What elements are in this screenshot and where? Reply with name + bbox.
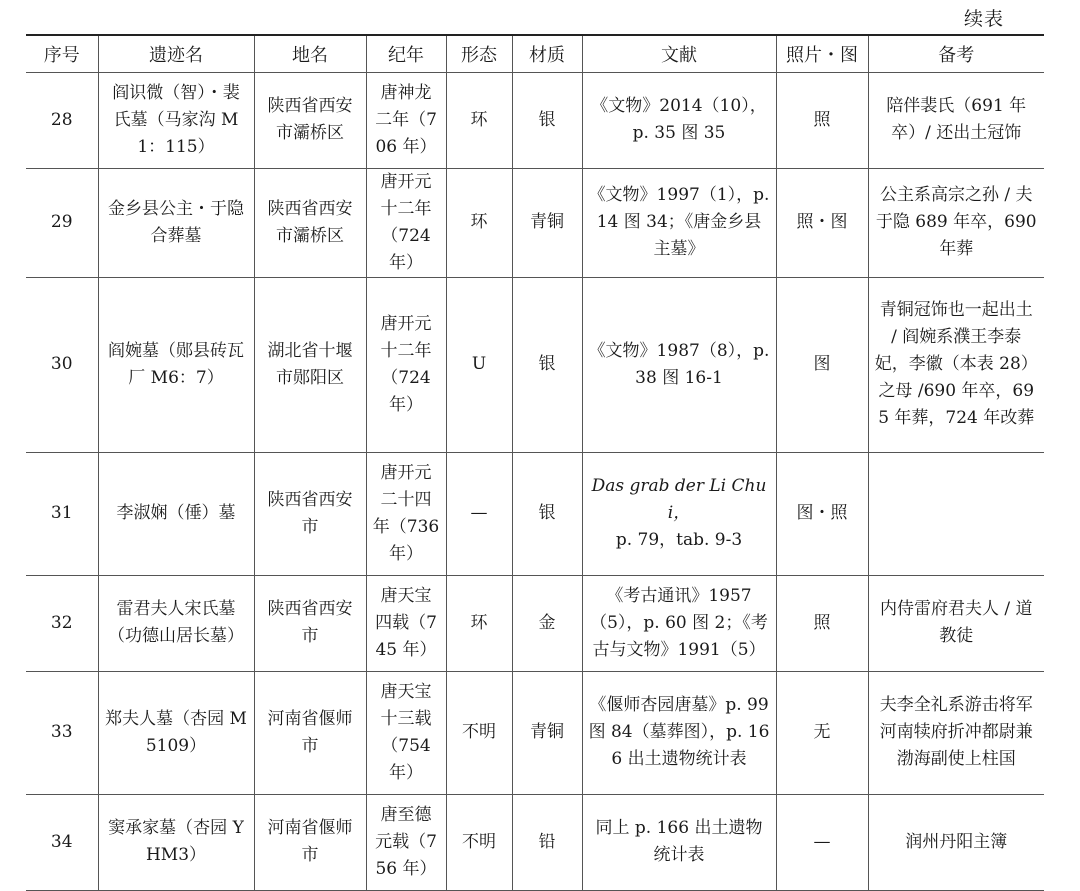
header-place: 地名 [254,35,366,72]
table-row [26,794,1044,890]
cell-ref: 《文物》2014（10），p. 35 图 35 [582,72,776,168]
cell-no: 28 [26,72,98,168]
cell-form: U [446,277,512,452]
ref-italic-title: Das grab der Li Chui， [591,476,767,523]
cell-date: 唐天宝四载（745 年） [366,575,446,671]
header-date: 纪年 [366,35,446,72]
cell-photo: 图・照 [776,452,868,575]
cell-place: 陕西省西安市灞桥区 [254,168,366,277]
table-caption: 续表 [963,8,1004,30]
cell-date: 唐开元二十四年（736 年） [366,452,446,575]
cell-name: 金乡县公主・于隐合葬墓 [98,168,254,277]
cell-material: 青铜 [512,168,582,277]
cell-form: 环 [446,72,512,168]
header-name: 遗迹名 [98,35,254,72]
cell-material: 金 [512,575,582,671]
cell-note [868,452,1044,575]
cell-place: 陕西省西安市 [254,452,366,575]
cell-no: 30 [26,277,98,452]
ref-rest: p. 79，tab. 9-3 [615,530,743,550]
header-ref: 文献 [582,35,776,72]
cell-form: 不明 [446,671,512,794]
cell-note: 公主系高宗之孙 / 夫于隐 689 年卒，690 年葬 [868,168,1044,277]
cell-name: 郑夫人墓（杏园 M5109） [98,671,254,794]
table-row [26,671,1044,794]
cell-ref: 同上 p. 166 出土遗物统计表 [582,794,776,890]
cell-note: 青铜冠饰也一起出土 / 阎婉系濮王李泰妃，李徽（本表 28）之母 /690 年卒，695 年葬，724 年改葬 [868,277,1044,452]
table-row [26,168,1044,277]
cell-photo: 照 [776,72,868,168]
cell-date: 唐天宝十三载（754 年） [366,671,446,794]
cell-no: 33 [26,671,98,794]
cell-ref: 《考古通讯》1957（5），p. 60 图 2；《考古与文物》1991（5） [582,575,776,671]
header-form: 形态 [446,35,512,72]
table-row [26,452,1044,575]
cell-note: 润州丹阳主簿 [868,794,1044,890]
cell-no: 32 [26,575,98,671]
cell-no: 31 [26,452,98,575]
cell-no: 29 [26,168,98,277]
cell-photo: — [776,794,868,890]
cell-ref: 《文物》1987（8），p. 38 图 16-1 [582,277,776,452]
cell-photo: 图 [776,277,868,452]
cell-place: 湖北省十堰市郧阳区 [254,277,366,452]
cell-material: 银 [512,452,582,575]
data-table [26,34,1044,891]
cell-form: 环 [446,575,512,671]
cell-date: 唐开元十二年（724 年） [366,277,446,452]
cell-note: 内侍雷府君夫人 / 道教徒 [868,575,1044,671]
table-row [26,277,1044,452]
cell-ref: 《文物》1997（1），p. 14 图 34；《唐金乡县主墓》 [582,168,776,277]
cell-photo: 无 [776,671,868,794]
cell-form: 不明 [446,794,512,890]
cell-place: 陕西省西安市 [254,575,366,671]
cell-name: 雷君夫人宋氏墓（功德山居长墓） [98,575,254,671]
table-row [26,575,1044,671]
header-note: 备考 [868,35,1044,72]
cell-place: 河南省偃师市 [254,794,366,890]
cell-place: 河南省偃师市 [254,671,366,794]
cell-form: 环 [446,168,512,277]
cell-ref [582,452,776,575]
cell-form: — [446,452,512,575]
header-no: 序号 [26,35,98,72]
cell-no: 34 [26,794,98,890]
header-row [26,35,1044,72]
cell-note: 夫李全礼系游击将军河南犊府折冲都尉兼渤海副使上柱国 [868,671,1044,794]
cell-name: 阎识微（智）・裴氏墓（马家沟 M1：115） [98,72,254,168]
cell-material: 银 [512,72,582,168]
cell-material: 青铜 [512,671,582,794]
cell-name: 李淑娴（倕）墓 [98,452,254,575]
cell-note: 陪伴裴氏（691 年卒）/ 还出土冠饰 [868,72,1044,168]
cell-photo: 照 [776,575,868,671]
cell-material: 银 [512,277,582,452]
cell-name: 窦承家墓（杏园 YHM3） [98,794,254,890]
cell-material: 铅 [512,794,582,890]
cell-date: 唐神龙二年（706 年） [366,72,446,168]
cell-place: 陕西省西安市灞桥区 [254,72,366,168]
cell-date: 唐至德元载（756 年） [366,794,446,890]
header-material: 材质 [512,35,582,72]
cell-name: 阎婉墓（郧县砖瓦厂 M6：7） [98,277,254,452]
cell-date: 唐开元十二年（724 年） [366,168,446,277]
table-row [26,72,1044,168]
cell-ref: 《偃师杏园唐墓》p. 99 图 84（墓葬图），p. 166 出土遗物统计表 [582,671,776,794]
header-photo: 照片・图 [776,35,868,72]
cell-photo: 照・图 [776,168,868,277]
